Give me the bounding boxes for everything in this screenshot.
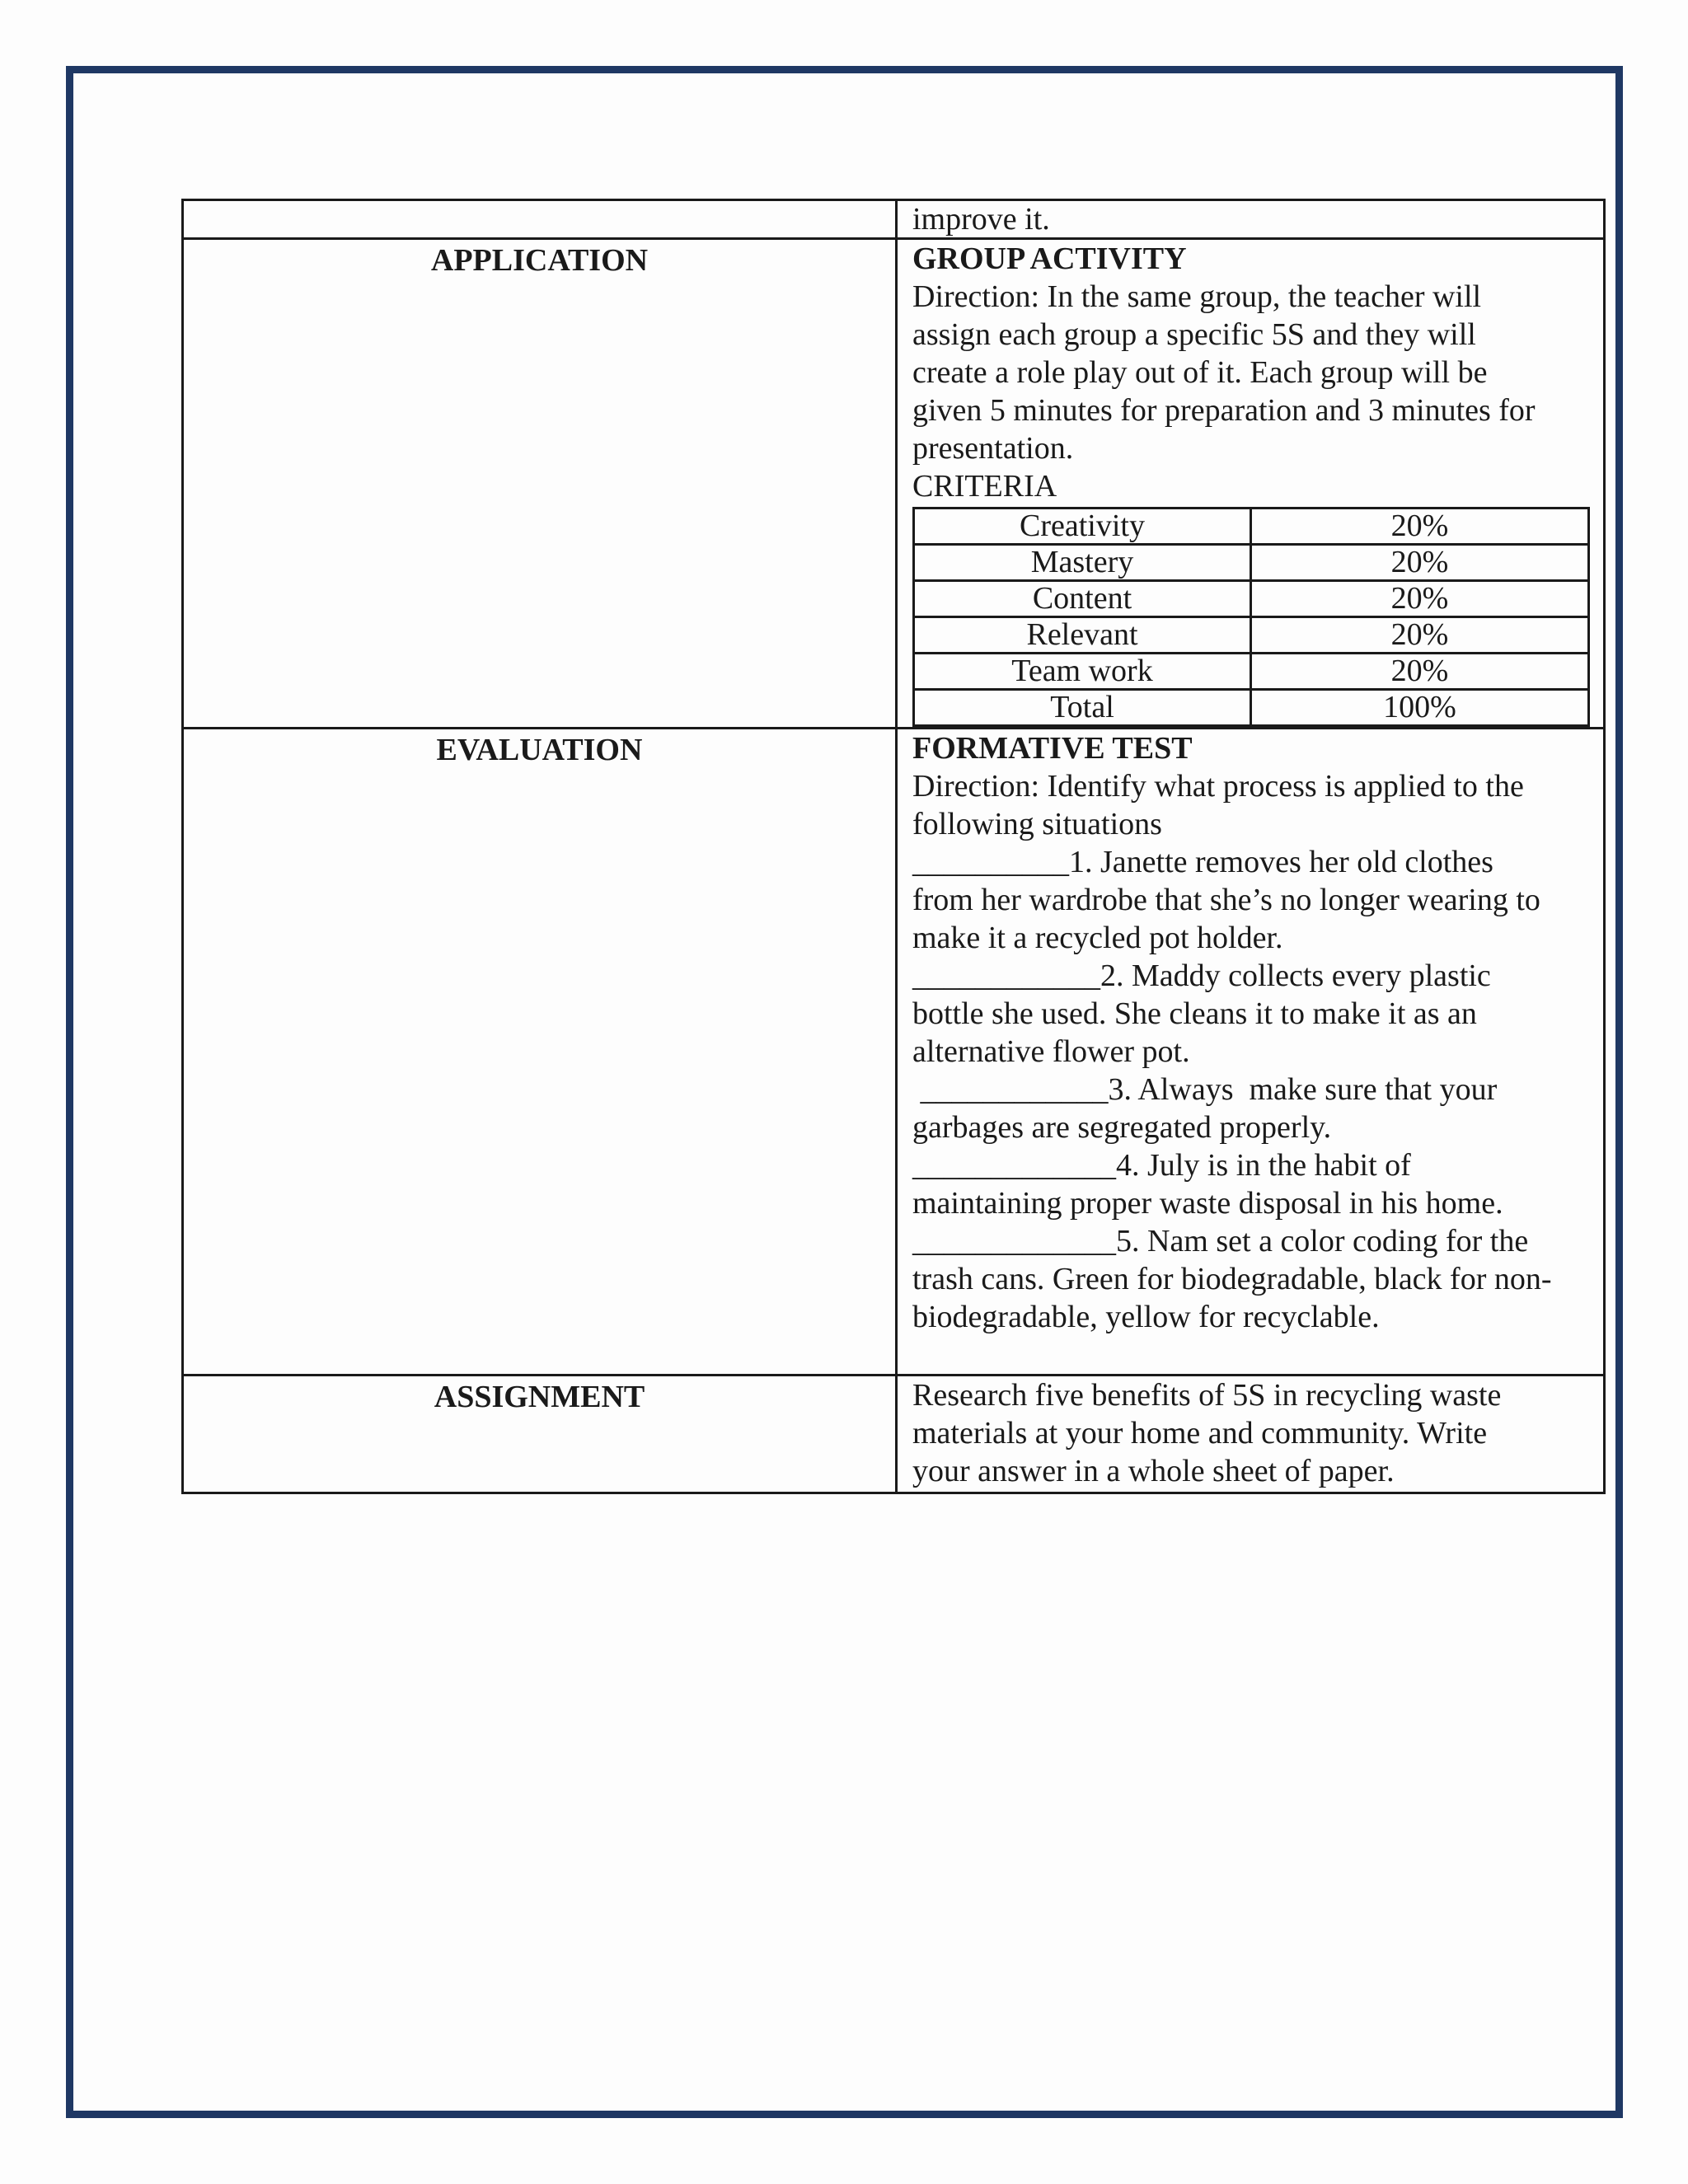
direction-line: create a role play out of it. Each group will be	[912, 355, 1488, 390]
direction-line: presentation.	[912, 431, 1074, 466]
criteria-weight: 20%	[1251, 581, 1589, 617]
stage-cell-evaluation	[183, 729, 897, 1376]
evaluation-line: from her wardrobe that she’s no longer wearing to	[912, 883, 1540, 917]
evaluation-line: ____________2. Maddy collects every plastic	[912, 958, 1491, 993]
stage-cell-application	[183, 239, 897, 729]
direction-line: Direction: In the same group, the teacher will	[912, 279, 1482, 314]
evaluation-heading: FORMATIVE TEST	[912, 731, 1193, 766]
application-heading: GROUP ACTIVITY	[912, 241, 1187, 276]
table-row-continuation	[183, 200, 1605, 239]
criteria-weight: 20%	[1251, 545, 1589, 581]
table-row-evaluation	[183, 729, 1605, 1376]
criteria-row	[914, 617, 1589, 654]
criteria-row	[914, 581, 1589, 617]
content-cell-evaluation	[897, 729, 1605, 1376]
criteria-weight: 100%	[1251, 690, 1589, 726]
criteria-name: Creativity	[914, 509, 1251, 545]
criteria-label: CRITERIA	[912, 469, 1057, 504]
evaluation-line: biodegradable, yellow for recyclable.	[912, 1300, 1380, 1334]
criteria-name: Content	[914, 581, 1251, 617]
evaluation-line: _____________4. July is in the habit of	[912, 1148, 1411, 1183]
evaluation-line: make it a recycled pot holder.	[912, 921, 1283, 955]
assignment-line: materials at your home and community. Write	[912, 1416, 1488, 1451]
evaluation-line: trash cans. Green for biodegradable, black for non-	[912, 1262, 1552, 1296]
criteria-row	[914, 509, 1589, 545]
criteria-weight: 20%	[1251, 509, 1589, 545]
evaluation-line: garbages are segregated properly.	[912, 1110, 1332, 1145]
stage-label-application: APPLICATION	[430, 243, 649, 278]
evaluation-line: __________1. Janette removes her old clothes	[912, 845, 1493, 879]
assignment-line: Research five benefits of 5S in recycling waste	[912, 1378, 1502, 1413]
stage-label-assignment: ASSIGNMENT	[434, 1380, 645, 1414]
table-row-assignment	[183, 1376, 1605, 1493]
criteria-name: Team work	[914, 654, 1251, 690]
evaluation-line: bottle she used. She cleans it to make it as an	[912, 996, 1477, 1031]
continuation-text: improve it.	[912, 202, 1050, 237]
criteria-row	[914, 545, 1589, 581]
criteria-name: Mastery	[914, 545, 1251, 581]
assignment-line: your answer in a whole sheet of paper.	[912, 1454, 1395, 1488]
evaluation-line: alternative flower pot.	[912, 1034, 1190, 1069]
criteria-name: Total	[914, 690, 1251, 726]
table-row-application	[183, 239, 1605, 729]
direction-line: assign each group a specific 5S and they will	[912, 317, 1476, 352]
criteria-name: Relevant	[914, 617, 1251, 654]
direction-line: given 5 minutes for preparation and 3 minutes for	[912, 393, 1536, 428]
evaluation-line: ____________3. Always make sure that your	[912, 1072, 1498, 1107]
criteria-total-row	[914, 690, 1589, 726]
evaluation-line: following situations	[912, 807, 1162, 841]
stage-label-evaluation: EVALUATION	[436, 733, 643, 767]
criteria-weight: 20%	[1251, 617, 1589, 654]
evaluation-line: Direction: Identify what process is applied to the	[912, 769, 1524, 804]
continuation-cell	[897, 200, 1605, 239]
criteria-row	[914, 654, 1589, 690]
criteria-table	[912, 507, 1590, 727]
content-cell-application	[897, 239, 1605, 729]
evaluation-line: maintaining proper waste disposal in his home.	[912, 1186, 1503, 1221]
content-cell-assignment	[897, 1376, 1605, 1493]
lesson-plan-table	[181, 199, 1606, 1494]
evaluation-line: _____________5. Nam set a color coding for the	[912, 1224, 1529, 1258]
stage-cell-assignment	[183, 1376, 897, 1493]
criteria-weight: 20%	[1251, 654, 1589, 690]
empty-stage-cell	[183, 200, 897, 239]
